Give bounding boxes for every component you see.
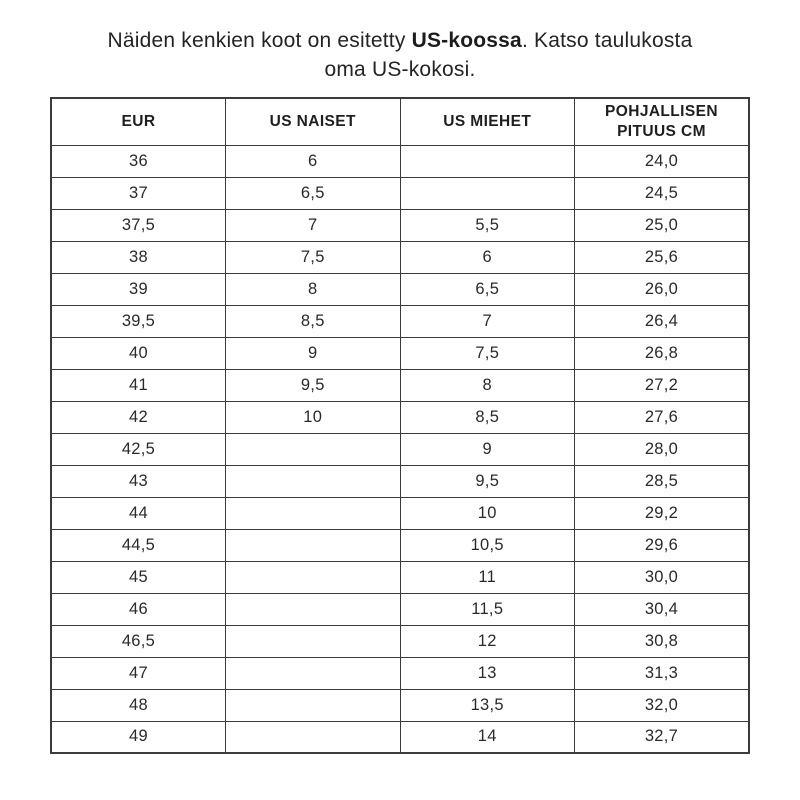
- table-cell: 42: [51, 401, 226, 433]
- table-cell: 7: [400, 305, 575, 337]
- table-cell: [226, 561, 401, 593]
- table-cell: 6: [400, 241, 575, 273]
- table-row: [51, 529, 749, 561]
- table-cell: 9: [400, 433, 575, 465]
- table-cell: 27,6: [575, 401, 750, 433]
- table-cell: [226, 721, 401, 753]
- table-cell: 11: [400, 561, 575, 593]
- table-cell: 45: [51, 561, 226, 593]
- table-cell: 26,8: [575, 337, 750, 369]
- table-cell: 32,7: [575, 721, 750, 753]
- table-cell: 42,5: [51, 433, 226, 465]
- table-row: [51, 369, 749, 401]
- heading-text-before: Näiden kenkien koot on esitetty: [107, 29, 412, 52]
- table-cell: 8,5: [226, 305, 401, 337]
- table-cell: 37: [51, 177, 226, 209]
- table-cell: 6: [226, 145, 401, 177]
- table-cell: 37,5: [51, 209, 226, 241]
- table-cell: 8: [400, 369, 575, 401]
- table-cell: 9: [226, 337, 401, 369]
- table-cell: 26,4: [575, 305, 750, 337]
- table-cell: 44: [51, 497, 226, 529]
- table-cell: [400, 145, 575, 177]
- table-row: [51, 657, 749, 689]
- table-cell: 28,0: [575, 433, 750, 465]
- table-cell: 8,5: [400, 401, 575, 433]
- table-cell: 29,2: [575, 497, 750, 529]
- table-row: [51, 465, 749, 497]
- table-row: [51, 273, 749, 305]
- table-cell: 24,5: [575, 177, 750, 209]
- table-cell: 10: [226, 401, 401, 433]
- table-row: [51, 625, 749, 657]
- table-body: [51, 145, 749, 753]
- table-cell: 39,5: [51, 305, 226, 337]
- table-cell: 10: [400, 497, 575, 529]
- table-cell: 40: [51, 337, 226, 369]
- table-cell: [400, 177, 575, 209]
- table-header-row: [51, 98, 749, 145]
- table-cell: 43: [51, 465, 226, 497]
- table-cell: [226, 465, 401, 497]
- heading-bold-text: US-koossa: [411, 29, 522, 52]
- table-cell: 27,2: [575, 369, 750, 401]
- table-row: [51, 401, 749, 433]
- table-row: [51, 305, 749, 337]
- table-cell: 46: [51, 593, 226, 625]
- table-cell: 28,5: [575, 465, 750, 497]
- table-cell: 44,5: [51, 529, 226, 561]
- table-cell: 8: [226, 273, 401, 305]
- table-cell: 12: [400, 625, 575, 657]
- table-cell: 10,5: [400, 529, 575, 561]
- table-cell: 36: [51, 145, 226, 177]
- heading-text-after: . Katso taulukosta: [521, 29, 693, 52]
- table-row: [51, 433, 749, 465]
- table-cell: 30,4: [575, 593, 750, 625]
- table-cell: 25,6: [575, 241, 750, 273]
- table-cell: 13: [400, 657, 575, 689]
- table-cell: [226, 529, 401, 561]
- table-cell: 31,3: [575, 657, 750, 689]
- heading-second-line: oma US-kokosi.: [324, 58, 476, 81]
- table-cell: 5,5: [400, 209, 575, 241]
- table-cell: 49: [51, 721, 226, 753]
- table-cell: 32,0: [575, 689, 750, 721]
- table-cell: [226, 657, 401, 689]
- table-row: [51, 721, 749, 753]
- table-cell: 30,0: [575, 561, 750, 593]
- table-row: [51, 337, 749, 369]
- table-cell: 6,5: [400, 273, 575, 305]
- table-cell: 24,0: [575, 145, 750, 177]
- table-cell: 29,6: [575, 529, 750, 561]
- table-cell: 30,8: [575, 625, 750, 657]
- table-cell: 47: [51, 657, 226, 689]
- table-row: [51, 593, 749, 625]
- column-header-us-miehet: US MIEHET: [400, 98, 575, 145]
- table-cell: 39: [51, 273, 226, 305]
- table-cell: 7,5: [226, 241, 401, 273]
- table-cell: [226, 497, 401, 529]
- table-cell: 26,0: [575, 273, 750, 305]
- column-header-us-naiset: US NAISET: [226, 98, 401, 145]
- table-cell: [226, 689, 401, 721]
- table-cell: 25,0: [575, 209, 750, 241]
- table-cell: [226, 625, 401, 657]
- table-row: [51, 209, 749, 241]
- table-row: [51, 145, 749, 177]
- table-cell: 9,5: [226, 369, 401, 401]
- table-cell: 7: [226, 209, 401, 241]
- table-cell: 48: [51, 689, 226, 721]
- table-cell: 11,5: [400, 593, 575, 625]
- column-header-eur: EUR: [51, 98, 226, 145]
- table-cell: 46,5: [51, 625, 226, 657]
- shoe-size-table: [50, 97, 750, 754]
- table-row: [51, 689, 749, 721]
- table-cell: 7,5: [400, 337, 575, 369]
- table-row: [51, 497, 749, 529]
- table-cell: 41: [51, 369, 226, 401]
- table-cell: 13,5: [400, 689, 575, 721]
- table-cell: 6,5: [226, 177, 401, 209]
- table-cell: 38: [51, 241, 226, 273]
- table-cell: [226, 433, 401, 465]
- table-row: [51, 561, 749, 593]
- table-row: [51, 177, 749, 209]
- table-cell: 14: [400, 721, 575, 753]
- table-row: [51, 241, 749, 273]
- table-cell: [226, 593, 401, 625]
- table-cell: 9,5: [400, 465, 575, 497]
- page-title: [40, 26, 760, 84]
- column-header-pohjallisen-pituus-cm: POHJALLISEN PITUUS CM: [575, 98, 750, 145]
